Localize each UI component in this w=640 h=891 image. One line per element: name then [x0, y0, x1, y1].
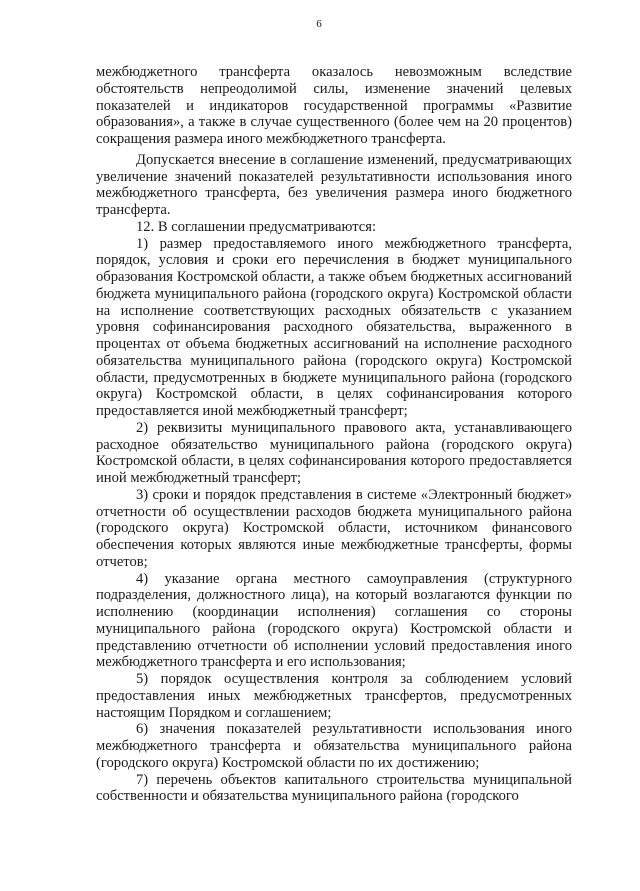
- list-item-6: 6) значения показателей результативности использования иного межбюджетного трансферта и обязательства муниципального района (городского округа) Костромской области по их достижению;: [96, 721, 572, 771]
- document-body: [96, 64, 572, 805]
- page-number: 6: [316, 18, 322, 30]
- paragraph-continuation: межбюджетного трансферта оказалось невозможным вследствие обстоятельств непреодолимой силы, изменение значений целевых показателей и индикаторов государственной программы «Развитие образования», а также в случае существенного (более чем на 20 процентов) сокращения размера иного межбюджетного трансферта.: [96, 64, 572, 147]
- list-item-5: 5) порядок осуществления контроля за соблюдением условий предоставления иных межбюджетных трансфертов, предусмотренных настоящим Порядком и соглашением;: [96, 671, 572, 721]
- list-item-1: 1) размер предоставляемого иного межбюджетного трансферта, порядок, условия и сроки его перечисления в бюджет муниципального образования Костромской области, а также объем бюджетных ассигнований бюджета муниципального района (городского округа) Костромской области на исполнение соответствующих расходных обязательств с указанием уровня софинансирования расходного обязательства, выраженного в процентах от объема бюджетных ассигнований на исполнение расходного обязательства муниципального района (городского округа) Костромской области, предусмотренных в бюджете муниципального района (городского округа) Костромской области, в целях софинансирования которого предоставляется иной межбюджетный трансферт;: [96, 235, 572, 419]
- paragraph-amendments: Допускается внесение в соглашение изменений, предусматривающих увеличение значений показателей результативности использования иного межбюджетного трансферта, без увеличения размера иного бюджетного трансферта.: [96, 151, 572, 218]
- list-item-2: 2) реквизиты муниципального правового акта, устанавливающего расходное обязательство муниципального района (городского округа) Костромской области, в целях софинансирования которого предоставляется иной межбюджетный трансферт;: [96, 419, 572, 486]
- list-item-3: 3) сроки и порядок представления в системе «Электронный бюджет» отчетности об осуществлении расходов бюджета муниципального района (городского округа) Костромской области, источником финансового обеспечения которых являются иные межбюджетные трансферты, формы отчетов;: [96, 486, 572, 570]
- list-item-7: 7) перечень объектов капитального строительства муниципальной собственности и обязательства муниципального района (городского: [96, 771, 572, 805]
- list-item-4: 4) указание органа местного самоуправления (структурного подразделения, должностного лица), на который возлагаются функции по исполнению (координации исполнения) соглашения со стороны муниципального района (городского округа) Костромской области и представлению отчетности об исполнении условий предоставления иного межбюджетного трансферта и его использования;: [96, 570, 572, 671]
- section-heading-12: 12. В соглашении предусматриваются:: [136, 218, 377, 235]
